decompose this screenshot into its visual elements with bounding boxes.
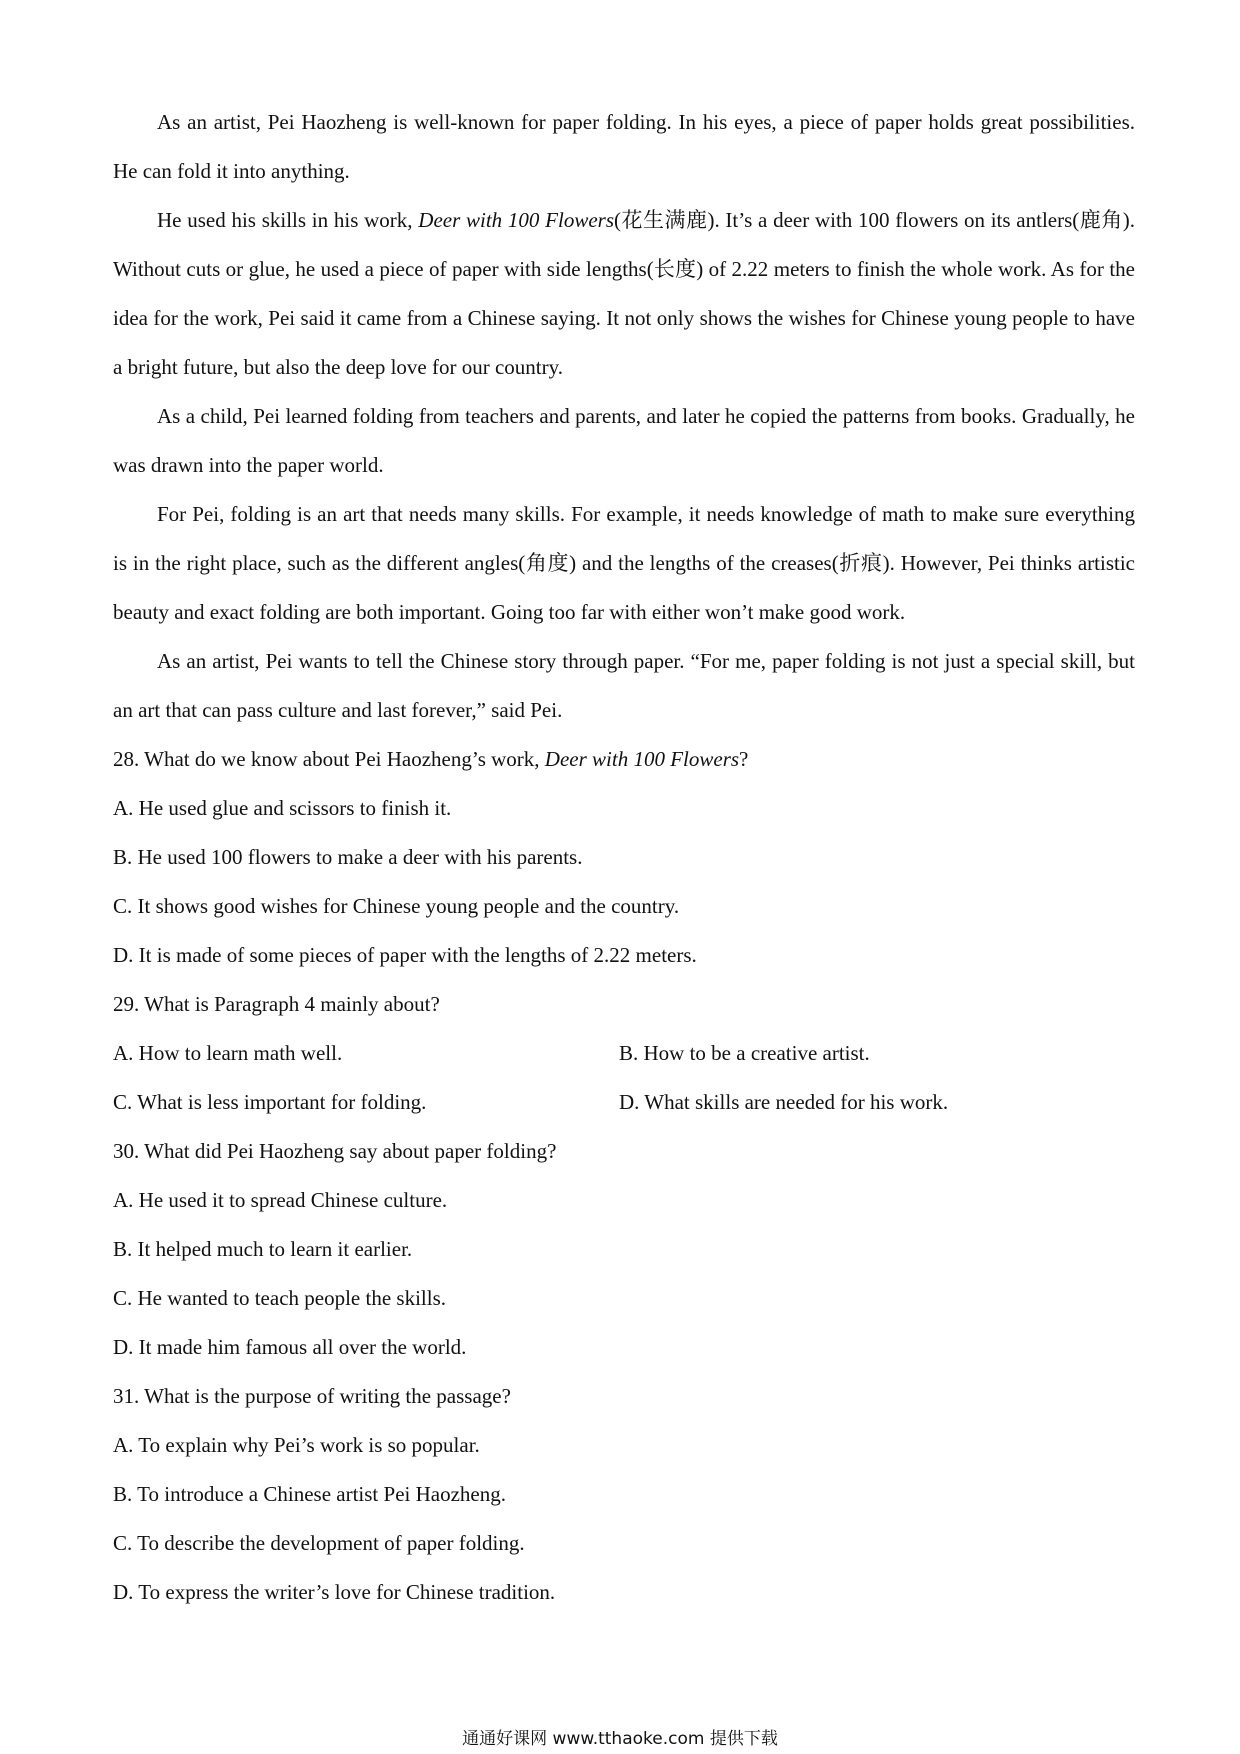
question-29-option-c: C. What is less important for folding. (113, 1090, 427, 1114)
question-28-option-a: A. He used glue and scissors to finish it. (113, 796, 452, 820)
reading-passage (113, 98, 1135, 735)
passage-paragraph-1: As an artist, Pei Haozheng is well-known for paper folding. In his eyes, a piece of paper holds great possibilities. He can fold it into anything. (113, 110, 1135, 183)
question-30-option-a: A. He used it to spread Chinese culture. (113, 1188, 448, 1212)
question-31-option-a: A. To explain why Pei’s work is so popular. (113, 1433, 480, 1457)
question-28-stem-end: ? (739, 747, 749, 771)
question-28-stem (113, 735, 1135, 784)
page-footer: 通通好课网 www.tthaoke.com 提供下载 (462, 1729, 778, 1749)
question-29-option-b: B. How to be a creative artist. (619, 1041, 870, 1065)
passage-paragraph-4: For Pei, folding is an art that needs many skills. For example, it needs knowledge of math to make sure everything is in the right place, such as the different angles(角度) and the lengths of the creases(折痕). However, Pei thinks artistic beauty and exact folding are both important. Going too far with either won’t make good work. (113, 502, 1135, 624)
question-30-option-c: C. He wanted to teach people the skills. (113, 1286, 446, 1310)
passage-paragraph-2-body: (花生满鹿). It’s a deer with 100 flowers on its antlers(鹿角). Without cuts or glue, he used a piece of paper with side lengths(长度) of 2.22 meters to finish the whole work. As for the idea for the work, Pei said it came from a Chinese saying. It not only shows the wishes for Chinese young people to have a bright future, but also the deep love for our country. (113, 208, 1135, 379)
question-31-option-c: C. To describe the development of paper folding. (113, 1531, 525, 1555)
question-29-option-a: A. How to learn math well. (113, 1041, 343, 1065)
question-28-option-d: D. It is made of some pieces of paper with the lengths of 2.22 meters. (113, 943, 697, 967)
passage-paragraph-3: As a child, Pei learned folding from teachers and parents, and later he copied the patterns from books. Gradually, he was drawn into the paper world. (113, 404, 1135, 477)
question-31 (113, 1372, 1135, 1617)
question-31-option-b: B. To introduce a Chinese artist Pei Haozheng. (113, 1482, 506, 1506)
passage-paragraph-2 (113, 196, 1135, 392)
question-30-option-b: B. It helped much to learn it earlier. (113, 1237, 413, 1261)
question-29-stem: 29. What is Paragraph 4 mainly about? (113, 992, 440, 1016)
artwork-title: Deer with 100 Flowers (418, 208, 614, 232)
question-30 (113, 1127, 1135, 1372)
question-28 (113, 735, 1135, 980)
question-29 (113, 980, 1135, 1127)
passage-paragraph-5: As an artist, Pei wants to tell the Chinese story through paper. “For me, paper folding is not just a special skill, but an art that can pass culture and last forever,” said Pei. (113, 649, 1135, 722)
question-30-stem: 30. What did Pei Haozheng say about paper folding? (113, 1139, 557, 1163)
question-28-artwork-title: Deer with 100 Flowers (544, 747, 740, 771)
question-31-stem: 31. What is the purpose of writing the passage? (113, 1384, 511, 1408)
passage-paragraph-2-intro: He used his skills in his work, (157, 208, 419, 232)
question-29-option-d: D. What skills are needed for his work. (619, 1090, 949, 1114)
document-content (113, 98, 1135, 1617)
question-28-option-c: C. It shows good wishes for Chinese young people and the country. (113, 894, 680, 918)
question-31-option-d: D. To express the writer’s love for Chinese tradition. (113, 1580, 556, 1604)
question-28-option-b: B. He used 100 flowers to make a deer with his parents. (113, 845, 583, 869)
question-28-stem-text: 28. What do we know about Pei Haozheng’s work, (113, 747, 545, 771)
question-30-option-d: D. It made him famous all over the world. (113, 1335, 467, 1359)
